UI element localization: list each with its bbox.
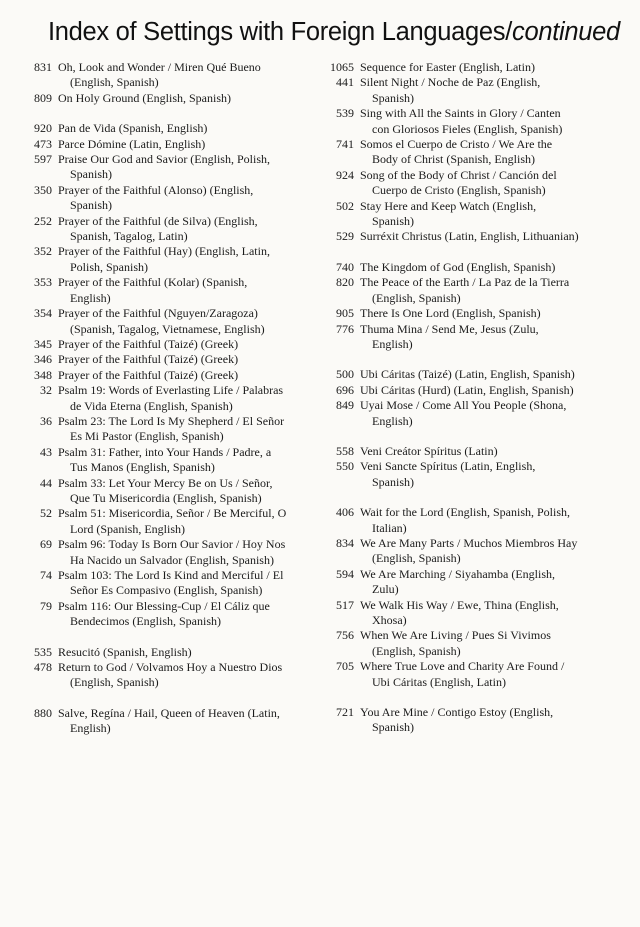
index-entry [18,383,290,414]
hymn-number: 1065 [330,60,354,74]
index-entry [18,445,290,476]
index-entry [18,306,290,337]
hymn-title: Psalm 51: Misericordia, Señor / Be Merciful, O Lord (Spanish, English) [58,506,287,536]
hymn-title: Sequence for Easter (English, Latin) [360,60,535,74]
hymn-number: 74 [40,568,52,582]
index-entry [18,706,290,737]
index-entry [322,659,580,690]
hymn-title: Prayer of the Faithful (Taizé) (Greek) [58,336,239,351]
hymn-title: Silent Night / Noche de Paz (English, Spanish) [360,75,541,105]
hymn-number: 348 [34,367,52,382]
hymn-title: Prayer of the Faithful (Taizé) (Greek) [58,367,239,382]
right-index-column [322,60,580,736]
index-entry [322,628,580,659]
index-entry [322,275,580,306]
index-entry [322,322,580,353]
hymn-title: Ubi Cáritas (Taizé) (Latin, English, Spanish) [360,367,575,382]
hymn-title: We Are Many Parts / Muchos Miembros Hay (English, Spanish) [360,535,578,566]
hymn-title: Salve, Regína / Hail, Queen of Heaven (Latin, English) [58,705,280,736]
hymn-number: 352 [34,244,52,259]
hymn-title: Surréxit Christus (Latin, English, Lithuanian) [360,229,579,244]
hymn-title: Psalm 103: The Lord Is Kind and Merciful / El Señor Es Compasivo (English, Spanish) [58,568,284,598]
index-entry [18,60,290,91]
hymn-number: 820 [336,275,354,290]
index-entry [18,368,290,383]
index-entry [18,121,290,136]
index-entry [322,398,580,429]
hymn-title: Where True Love and Charity Are Found / Ubi Cáritas (English, Latin) [360,659,565,689]
hymn-title: We Walk His Way / Ewe, Thina (English, Xhosa) [360,597,559,627]
hymn-title: Psalm 33: Let Your Mercy Be on Us / Señor, Que Tu Misericordia (English, Spanish) [58,475,273,505]
hymn-title: Resucitó (Spanish, English) [58,644,192,659]
index-entry [18,91,290,106]
hymn-title: On Holy Ground (English, Spanish) [58,90,231,105]
index-entry [322,168,580,199]
index-entry [322,459,580,490]
index-entry [322,106,580,137]
hymn-title: Prayer of the Faithful (Alonso) (English, Spanish) [58,182,254,213]
index-entry [322,260,580,275]
index-entry [322,199,580,230]
index-entry [322,567,580,598]
hymn-title: Psalm 23: The Lord Is My Shepherd / El Señor Es Mi Pastor (English, Spanish) [58,413,285,444]
index-entry [322,137,580,168]
hymn-number: 252 [34,213,52,228]
index-entry [18,244,290,275]
hymn-title: Ubi Cáritas (Hurd) (Latin, English, Spanish) [360,382,574,397]
hymn-title: Somos el Cuerpo de Cristo / We Are the Body of Christ (Spanish, English) [360,137,553,167]
index-entry [18,414,290,445]
hymn-number: 705 [336,659,354,674]
hymn-number: 441 [336,75,354,90]
hymn-title: Psalm 31: Father, into Your Hands / Padre, a Tus Manos (English, Spanish) [58,444,272,475]
hymn-number: 776 [336,321,354,336]
hymn-title: Prayer of the Faithful (Taizé) (Greek) [58,352,239,367]
hymn-number: 905 [336,306,354,321]
hymn-title: Psalm 116: Our Blessing-Cup / El Cáliz que Bendecimos (English, Spanish) [58,598,270,629]
hymn-number: 597 [34,152,52,167]
index-entry [18,152,290,183]
hymn-title: Prayer of the Faithful (Nguyen/Zaragoza) (Spanish, Tagalog, Vietnamese, English) [58,306,265,336]
section-spacer [18,106,290,121]
hymn-number: 473 [34,136,52,151]
hymn-title: Veni Sancte Spíritus (Latin, English, Spanish) [360,459,536,489]
index-entry [18,568,290,599]
page-title-main: Index of Settings with Foreign Languages/ [48,18,513,46]
hymn-title: The Kingdom of God (English, Spanish) [360,259,556,274]
hymn-number: 535 [34,644,52,659]
hymn-title: Song of the Body of Christ / Canción del Cuerpo de Cristo (English, Spanish) [360,167,557,198]
hymn-number: 721 [336,705,354,720]
hymn-number: 69 [40,537,52,552]
index-entry [18,137,290,152]
hymn-title: There Is One Lord (English, Spanish) [360,306,541,321]
section-spacer [322,490,580,505]
hymn-number: 43 [40,444,52,459]
hymn-title: Veni Creátor Spíritus (Latin) [360,443,498,458]
index-entry [322,60,580,75]
hymn-title: Prayer of the Faithful (de Silva) (English, Spanish, Tagalog, Latin) [58,213,258,244]
hymn-number: 920 [34,121,52,136]
hymn-number: 594 [336,566,354,581]
index-entry [18,275,290,306]
hymn-number: 756 [336,628,354,643]
index-entry [18,337,290,352]
index-entry [18,660,290,691]
hymn-number: 741 [336,137,354,152]
hymn-number: 353 [34,275,52,290]
index-entry [18,183,290,214]
section-spacer [322,352,580,367]
hymn-number: 880 [34,705,52,720]
hymn-number: 32 [40,383,52,398]
index-entry [322,598,580,629]
hymn-number: 550 [336,459,354,474]
index-entry [322,383,580,398]
page-title [48,18,620,47]
index-entry [322,536,580,567]
hymn-title: Pan de Vida (Spanish, English) [58,121,208,136]
hymn-number: 849 [336,398,354,413]
hymn-title: Sing with All the Saints in Glory / Canten con Gloriosos Fieles (English, Spanish) [360,106,563,136]
index-entry [322,444,580,459]
section-spacer [322,245,580,260]
hymn-number: 517 [336,597,354,612]
section-spacer [18,691,290,706]
hymn-title: The Peace of the Earth / La Paz de la Tierra (English, Spanish) [360,275,570,305]
index-entry [18,352,290,367]
hymn-number: 36 [40,413,52,428]
hymn-number: 346 [34,352,52,367]
hymn-number: 834 [336,535,354,550]
hymn-title: Parce Dómine (Latin, English) [58,136,206,151]
hymn-title: Praise Our God and Savior (English, Polish, Spanish) [58,152,270,182]
index-entry [18,645,290,660]
hymn-number: 500 [336,367,354,382]
index-entry [322,75,580,106]
index-entry [322,505,580,536]
index-entry [322,367,580,382]
hymn-number: 52 [40,506,52,521]
index-entry [18,506,290,537]
hymn-title: When We Are Living / Pues Si Vivimos (English, Spanish) [360,628,551,658]
hymn-number: 831 [34,60,52,74]
index-entry [18,476,290,507]
hymn-number: 406 [336,505,354,520]
hymn-number: 539 [336,106,354,121]
hymn-title: Uyai Mose / Come All You People (Shona, English) [360,398,567,428]
section-spacer [322,429,580,444]
hymn-title: Psalm 19: Words of Everlasting Life / Palabras de Vida Eterna (English, Spanish) [58,383,284,413]
hymn-number: 809 [34,90,52,105]
hymn-title: Prayer of the Faithful (Hay) (English, Latin, Polish, Spanish) [58,244,270,274]
hymn-number: 478 [34,660,52,675]
hymn-number: 79 [40,598,52,613]
hymn-title: Psalm 96: Today Is Born Our Savior / Hoy Nos Ha Nacido un Salvador (English, Spanish) [58,537,286,567]
left-index-column [18,60,290,737]
hymn-title: Wait for the Lord (English, Spanish, Polish, Italian) [360,505,571,535]
hymn-title: Stay Here and Keep Watch (English, Spanish) [360,198,537,229]
hymn-title: We Are Marching / Siyahamba (English, Zulu) [360,566,555,597]
section-spacer [322,690,580,705]
page-title-continued: continued [512,18,620,46]
index-entry [322,306,580,321]
hymn-number: 558 [336,443,354,458]
hymn-title: You Are Mine / Contigo Estoy (English, Spanish) [360,705,554,735]
hymn-number: 44 [40,475,52,490]
hymn-title: Oh, Look and Wonder / Miren Qué Bueno (English, Spanish) [58,60,261,90]
hymn-number: 740 [336,259,354,274]
hymn-number: 345 [34,336,52,351]
index-entry [18,537,290,568]
index-entry [322,229,580,244]
hymn-title: Return to God / Volvamos Hoy a Nuestro Dios (English, Spanish) [58,660,283,690]
hymn-number: 529 [336,229,354,244]
index-entry [18,214,290,245]
hymn-number: 502 [336,198,354,213]
hymn-number: 696 [336,382,354,397]
section-spacer [18,630,290,645]
index-entry [322,705,580,736]
hymn-number: 350 [34,182,52,197]
hymn-title: Prayer of the Faithful (Kolar) (Spanish, English) [58,275,248,305]
hymn-number: 924 [336,167,354,182]
index-entry [18,599,290,630]
hymn-number: 354 [34,306,52,321]
hymn-title: Thuma Mina / Send Me, Jesus (Zulu, English) [360,321,539,351]
